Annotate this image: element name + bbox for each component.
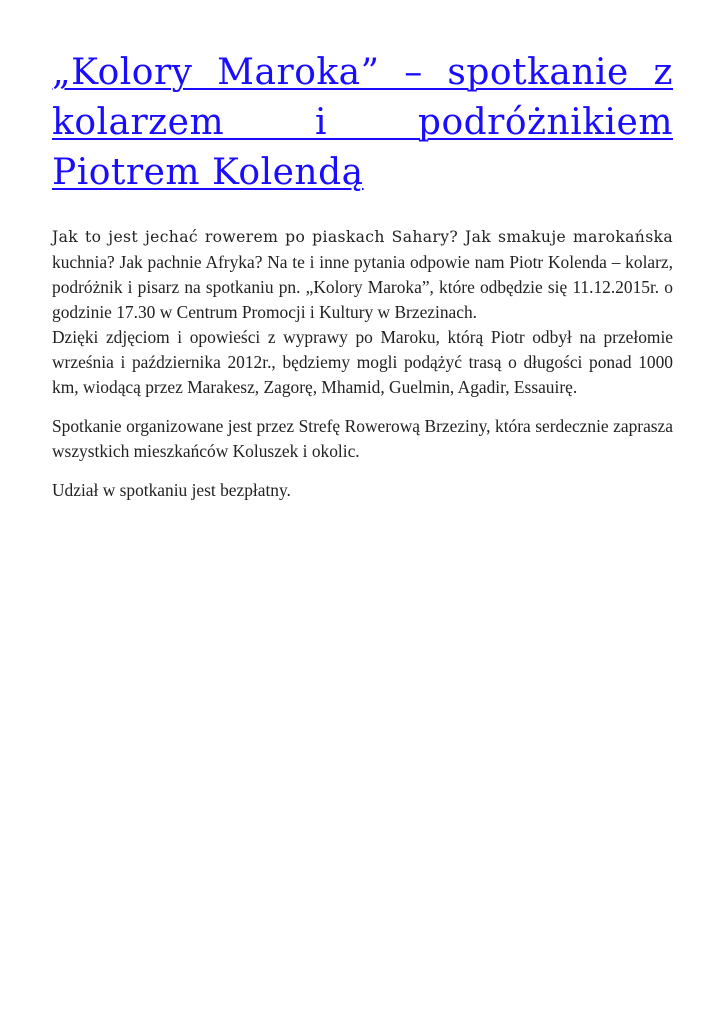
paragraph-1-continuation: Dzięki zdjęciom i opowieści z wyprawy po Maroku, którą Piotr odbył na przełomie września i października 2012r., będziemy mogli podążyć trasą o długości ponad 1000 km, wiodącą przez Marakesz, Zagorę, Mhamid, Guelmin, Agadir, Essauirę. [52, 327, 673, 397]
paragraph-1-main: kuchnia? Jak pachnie Afryka? Na te i inne pytania odpowie nam Piotr Kolenda – kolarz, podróżnik i pisarz na spotkaniu pn. „Kolory Maroka”, które odbędzie się 11.12.2015r. o godzinie 17.30 w Centrum Promocji i Kultury w Brzezinach. [52, 252, 673, 322]
article-content [52, 224, 673, 503]
article [52, 48, 673, 517]
article-title-link[interactable]: „Kolory Maroka” – spotkanie z kolarzem i podróżnikiem Piotrem Kolendą [52, 52, 673, 193]
article-paragraph-3: Udział w spotkaniu jest bezpłatny. [52, 480, 291, 500]
paragraph-1-intro: Jak to jest jechać rowerem po piaskach Sahary? Jak smakuje marokańska [52, 228, 673, 246]
article-paragraph-2: Spotkanie organizowane jest przez Strefę Rowerową Brzeziny, która serdecznie zaprasza wszystkich mieszkańców Koluszek i okolic. [52, 416, 673, 461]
article-title [52, 48, 673, 198]
article-paragraph-1 [52, 224, 673, 400]
